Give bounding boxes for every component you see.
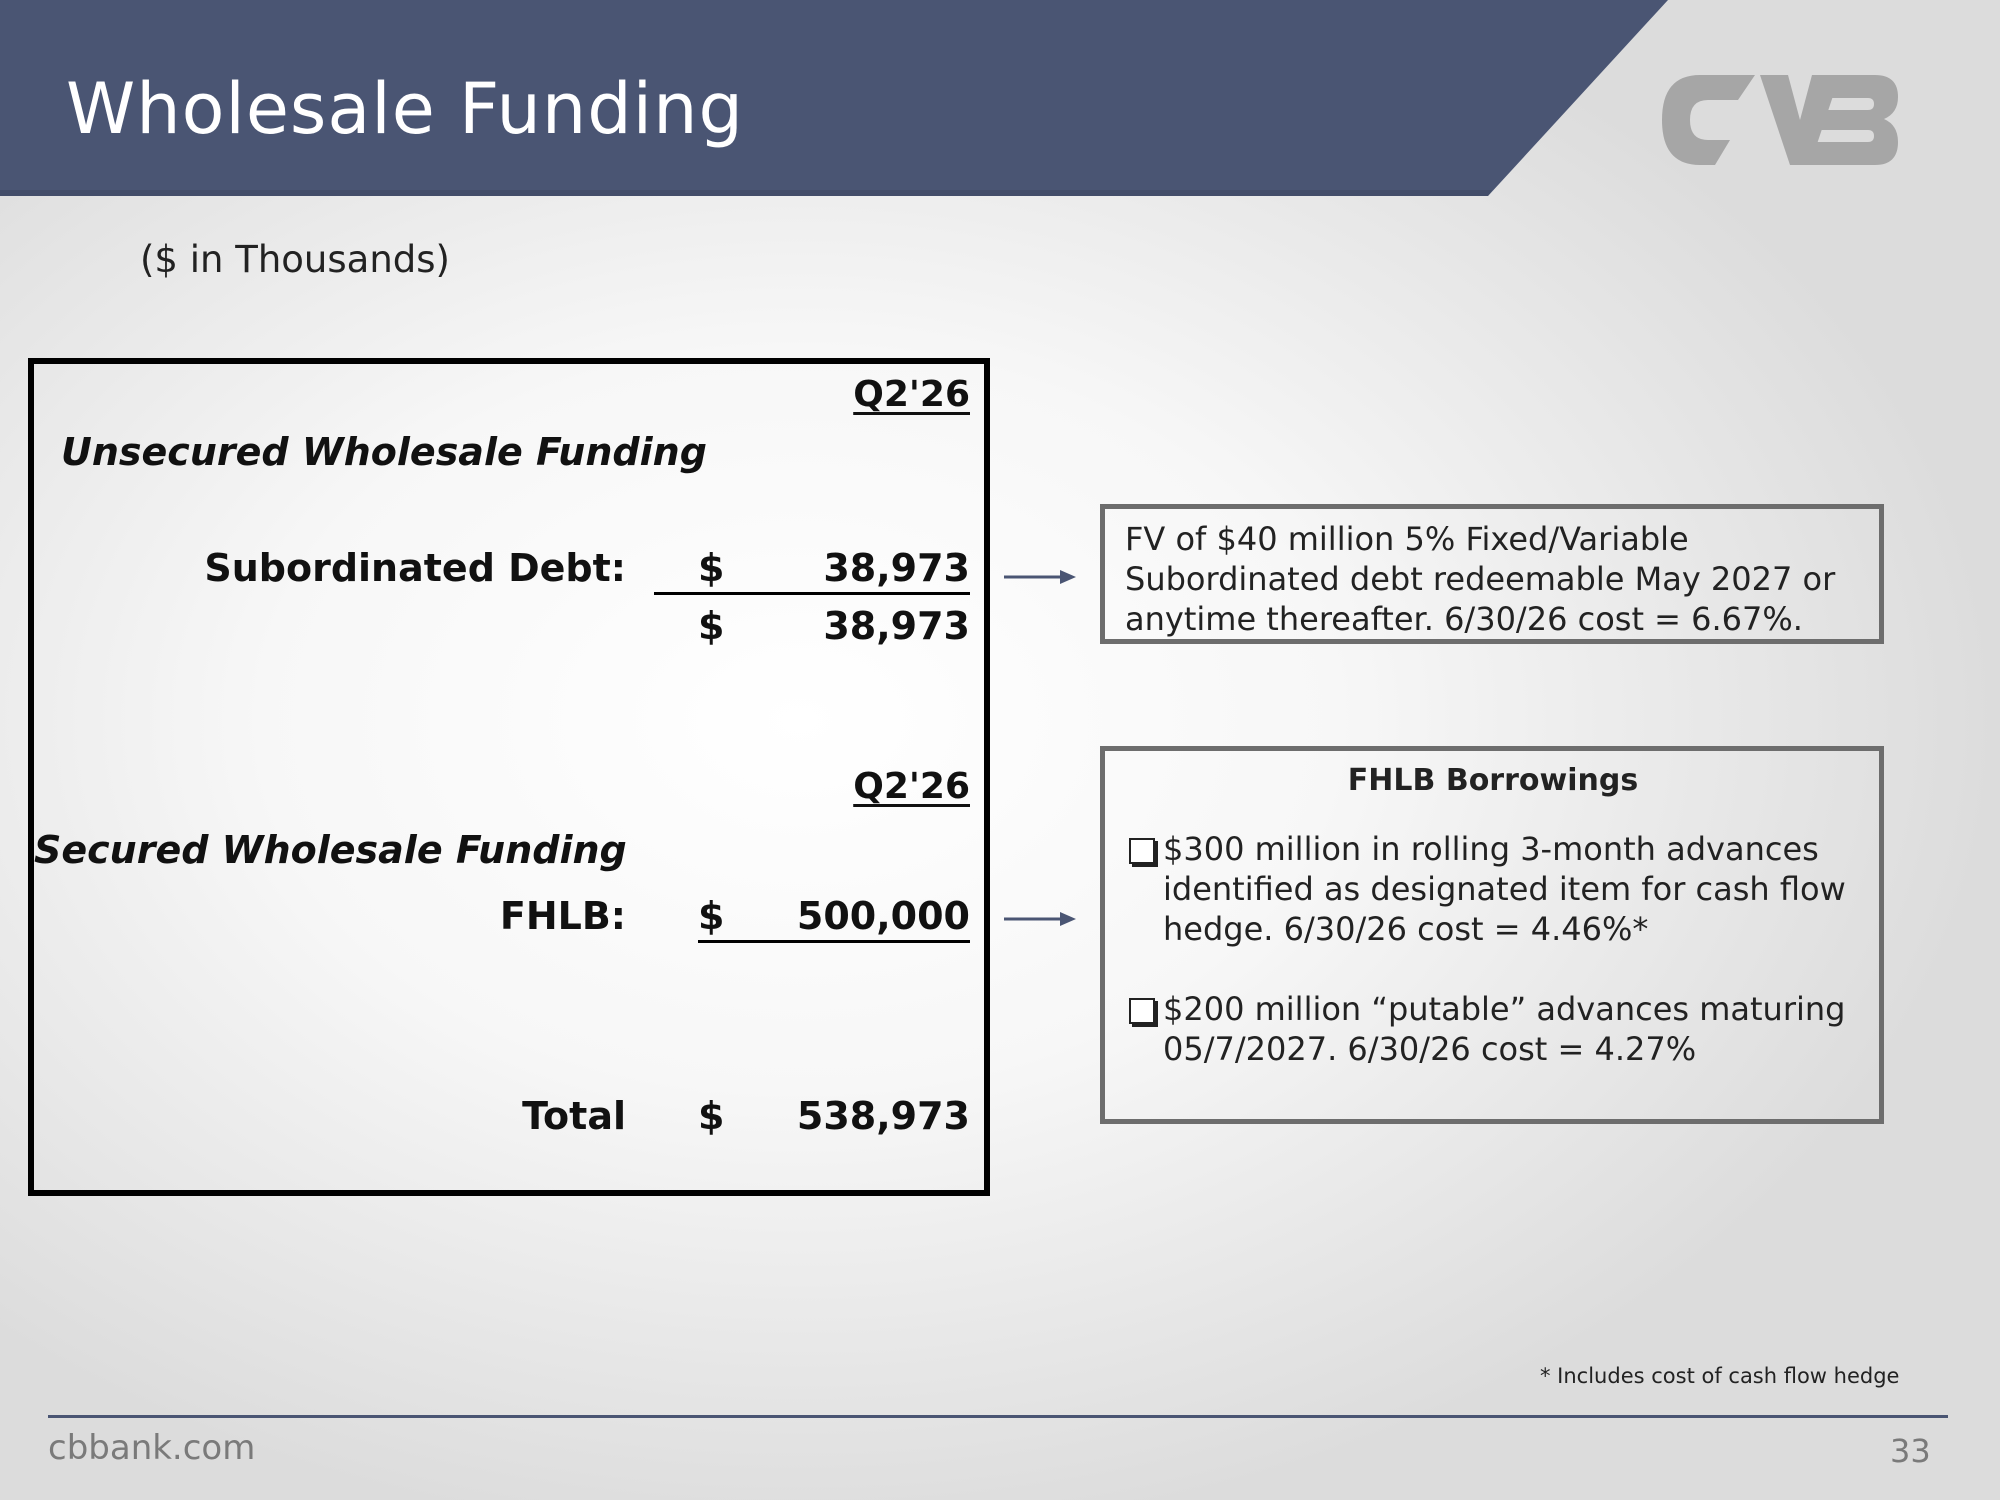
footnote: * Includes cost of cash flow hedge — [1540, 1364, 1900, 1388]
subordinated-debt-label: Subordinated Debt: — [204, 546, 626, 590]
fhlb-value: 500,000 — [796, 894, 970, 938]
total-value: 538,973 — [796, 1094, 970, 1138]
subordinated-debt-note: FV of $40 million 5% Fixed/Variable Subordinated debt redeemable May 2027 or anytime thereafter. 6/30/26 cost = 6.67%. — [1100, 504, 1884, 644]
subordinated-debt-underline — [654, 592, 970, 595]
total-currency: $ — [698, 1094, 725, 1138]
unsecured-subtotal-value: 38,973 — [823, 604, 970, 648]
arrow-right-icon — [1004, 567, 1076, 587]
subordinated-debt-currency: $ — [698, 546, 725, 590]
list-item — [1127, 989, 1859, 1069]
fhlb-borrowings-note — [1100, 746, 1884, 1124]
units-subtitle: ($ in Thousands) — [140, 238, 450, 281]
fhlb-bullet-text: $200 million “putable” advances maturing 05/7/2027. 6/30/26 cost = 4.27% — [1163, 990, 1846, 1068]
unsecured-section-title: Unsecured Wholesale Funding — [61, 430, 707, 474]
unsecured-period-header: Q2'26 — [853, 374, 970, 415]
page-number: 33 — [1890, 1432, 1931, 1470]
fhlb-currency: $ — [698, 894, 725, 938]
checkbox-bullet-icon — [1129, 838, 1155, 864]
fhlb-label: FHLB: — [499, 894, 626, 938]
fhlb-note-title: FHLB Borrowings — [1347, 763, 1639, 798]
subordinated-debt-value: 38,973 — [823, 546, 970, 590]
unsecured-subtotal-currency: $ — [698, 604, 725, 648]
secured-section-title: Secured Wholesale Funding — [34, 828, 627, 872]
cvb-logo — [1660, 70, 1900, 170]
fhlb-underline — [698, 940, 970, 943]
arrow-right-icon — [1004, 909, 1076, 929]
fhlb-bullet-text: $300 million in rolling 3-month advances identified as designated item for cash flow hedge. 6/30/26 cost = 4.46%* — [1163, 830, 1846, 948]
footer-divider — [48, 1415, 1948, 1418]
funding-table — [28, 358, 990, 1196]
total-label: Total — [522, 1094, 626, 1138]
page-title: Wholesale Funding — [66, 68, 744, 150]
footer-url: cbbank.com — [48, 1428, 256, 1468]
secured-period-header: Q2'26 — [853, 766, 970, 807]
checkbox-bullet-icon — [1129, 998, 1155, 1024]
list-item — [1127, 829, 1859, 949]
